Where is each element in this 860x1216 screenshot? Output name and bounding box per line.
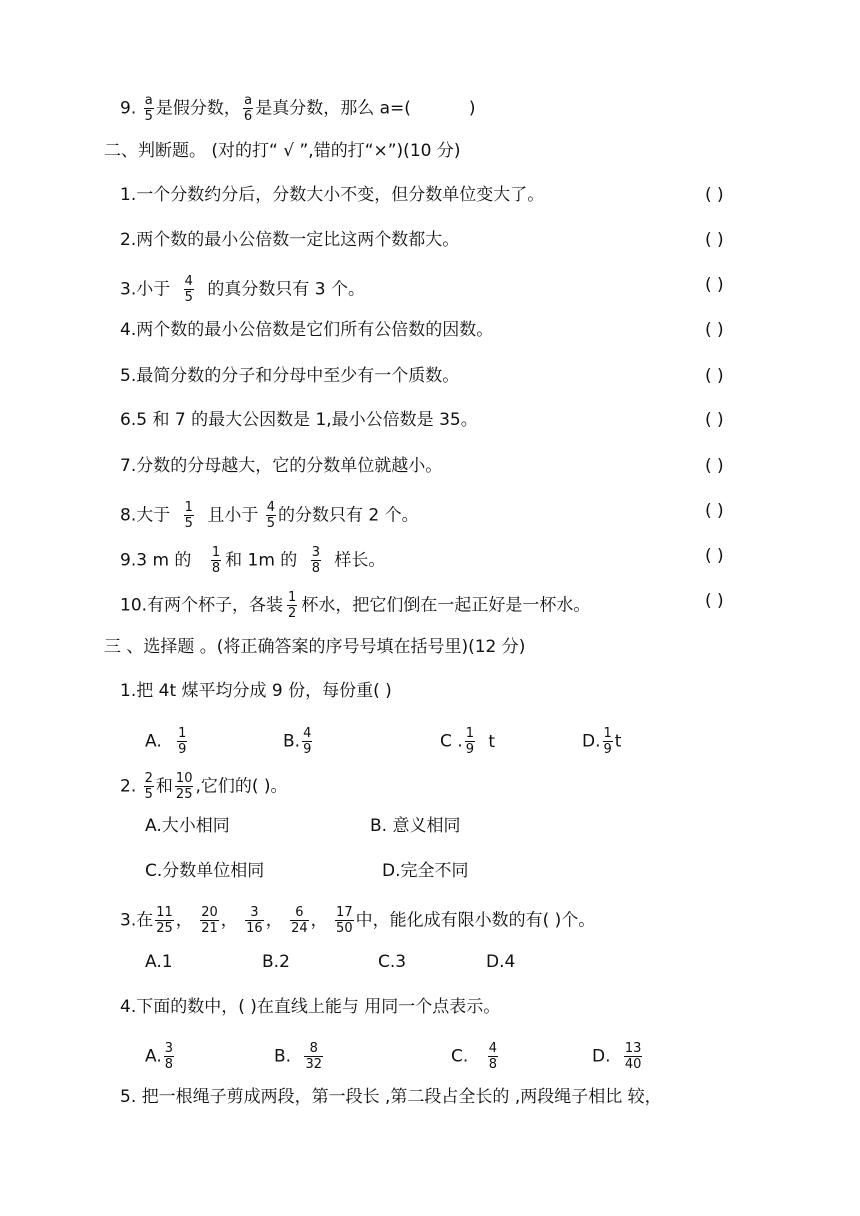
- judge-item-7: 7.分数的分母越大，它的分数单位就越小。: [120, 456, 443, 476]
- option-b[interactable]: B. 意义相同: [370, 816, 461, 836]
- option-a[interactable]: A. $\frac{1}{9}$: [145, 726, 187, 757]
- fraction: $\frac{4}{5}$: [266, 500, 276, 531]
- answer-paren-10[interactable]: ( ): [705, 591, 724, 611]
- fraction: $\frac{1}{9}$: [178, 726, 187, 757]
- judge-item-10: 10.有两个杯子，各装 $\frac{1}{2}$ 杯水，把它们倒在一起正好是一杯水。: [120, 590, 591, 621]
- option-d[interactable]: D. $\frac{13}{40}$: [592, 1041, 642, 1072]
- option-a[interactable]: A.1: [145, 952, 173, 972]
- fraction: $\frac{4}{9}$: [303, 726, 312, 757]
- fraction: $\frac{2}{5}$: [144, 771, 153, 802]
- judge-item-9: 9.3 m 的 $\frac{1}{8}$ 和 1m 的 $\frac{3}{8}$ 样长。: [120, 545, 386, 576]
- fraction: $\frac{20}{21}$: [201, 905, 218, 936]
- judge-item-8: 8.大于 $\frac{1}{5}$ 且小于 $\frac{4}{5}$ 的分数只有 2 个。: [120, 500, 419, 531]
- fraction: $\frac{a}{5}$: [144, 93, 153, 124]
- fraction: $\frac{1}{2}$: [288, 590, 297, 621]
- fraction: $\frac{4}{5}$: [184, 274, 193, 305]
- section-3-header: 三 、选择题 。(将正确答案的序号号填在括号里)(12 分): [104, 637, 526, 657]
- choice-question-4: 4.下面的数中，( )在直线上能与 用同一个点表示。: [120, 997, 501, 1017]
- choice-question-5: 5. 把一根绳子剪成两段，第一段长 ,第二段占全长的 ,两段绳子相比 较，: [120, 1087, 662, 1107]
- answer-paren-2[interactable]: ( ): [705, 230, 724, 250]
- option-d[interactable]: D.4: [486, 952, 516, 972]
- judge-item-5: 5.最简分数的分子和分母中至少有一个质数。: [120, 366, 460, 386]
- choice-question-2: 2. $\frac{2}{5}$ 和 $\frac{10}{25}$ ,它们的( )。: [120, 771, 288, 802]
- fraction: $\frac{13}{40}$: [624, 1041, 642, 1072]
- fraction: $\frac{3}{16}$: [246, 905, 263, 936]
- q9-text-2: 是真分数，那么 a=(: [255, 98, 411, 119]
- judge-item-1: 1.一个分数约分后，分数大小不变，但分数单位变大了。: [120, 185, 545, 205]
- option-c[interactable]: C . $\frac{1}{9}$ t: [440, 726, 496, 757]
- choice-question-3: 3.在 $\frac{11}{25}$ ， $\frac{20}{21}$ ， $\frac{3}{16}$ ， $\frac{6}{24}$ ， $\frac{17}{50}$ 中，能化成有限小数的有( )个。: [120, 905, 596, 936]
- answer-paren-6[interactable]: ( ): [705, 410, 724, 430]
- fraction: $\frac{8}{32}$: [305, 1041, 323, 1072]
- fraction: $\frac{1}{8}$: [211, 545, 221, 576]
- option-c[interactable]: C.3: [378, 952, 407, 972]
- fraction: $\frac{3}{8}$: [164, 1041, 174, 1072]
- option-a[interactable]: A. $\frac{3}{8}$: [145, 1041, 174, 1072]
- fraction: $\frac{1}{9}$: [603, 726, 612, 757]
- fraction: $\frac{1}{5}$: [184, 500, 193, 531]
- choice-question-1: 1.把 4t 煤平均分成 9 份，每份重( ): [120, 681, 392, 701]
- answer-paren-3[interactable]: ( ): [705, 275, 724, 295]
- fraction: $\frac{11}{25}$: [156, 905, 173, 936]
- q9-text-1: 是假分数，: [155, 98, 241, 119]
- answer-paren-4[interactable]: ( ): [705, 320, 724, 340]
- option-b[interactable]: B. $\frac{4}{9}$: [283, 726, 312, 757]
- section-2-header: 二、判断题。 (对的打“ √ ”,错的打“×”)(10 分): [104, 141, 461, 161]
- answer-paren-1[interactable]: ( ): [705, 185, 724, 205]
- option-c[interactable]: C. $\frac{4}{8}$: [451, 1041, 497, 1072]
- q9-line: [120, 93, 476, 124]
- q9-number: 9.: [120, 98, 137, 119]
- answer-paren-7[interactable]: ( ): [705, 456, 724, 476]
- fraction: $\frac{3}{8}$: [311, 545, 320, 576]
- q9-close-paren: ): [468, 98, 476, 119]
- fraction: $\frac{6}{24}$: [291, 905, 308, 936]
- option-d[interactable]: D. $\frac{1}{9}$ t: [582, 726, 622, 757]
- judge-item-2: 2.两个数的最小公倍数一定比这两个数都大。: [120, 230, 460, 250]
- fraction: $\frac{4}{8}$: [488, 1041, 497, 1072]
- answer-paren-9[interactable]: ( ): [705, 546, 724, 566]
- fraction: $\frac{a}{6}$: [243, 93, 253, 124]
- option-d[interactable]: D.完全不同: [382, 861, 469, 881]
- option-c[interactable]: C.分数单位相同: [145, 861, 265, 881]
- answer-paren-5[interactable]: ( ): [705, 366, 724, 386]
- judge-item-3: 3.小于 $\frac{4}{5}$ 的真分数只有 3 个。: [120, 274, 365, 305]
- option-a[interactable]: A.大小相同: [145, 816, 230, 836]
- fraction: $\frac{17}{50}$: [336, 905, 353, 936]
- fraction: $\frac{1}{9}$: [465, 726, 474, 757]
- fraction: $\frac{10}{25}$: [175, 771, 193, 802]
- judge-item-4: 4.两个数的最小公倍数是它们所有公倍数的因数。: [120, 320, 494, 340]
- option-b[interactable]: B. $\frac{8}{32}$: [274, 1041, 323, 1072]
- option-b[interactable]: B.2: [262, 952, 290, 972]
- answer-paren-8[interactable]: ( ): [705, 501, 724, 521]
- judge-item-6: 6.5 和 7 的最大公因数是 1,最小公倍数是 35。: [120, 410, 478, 430]
